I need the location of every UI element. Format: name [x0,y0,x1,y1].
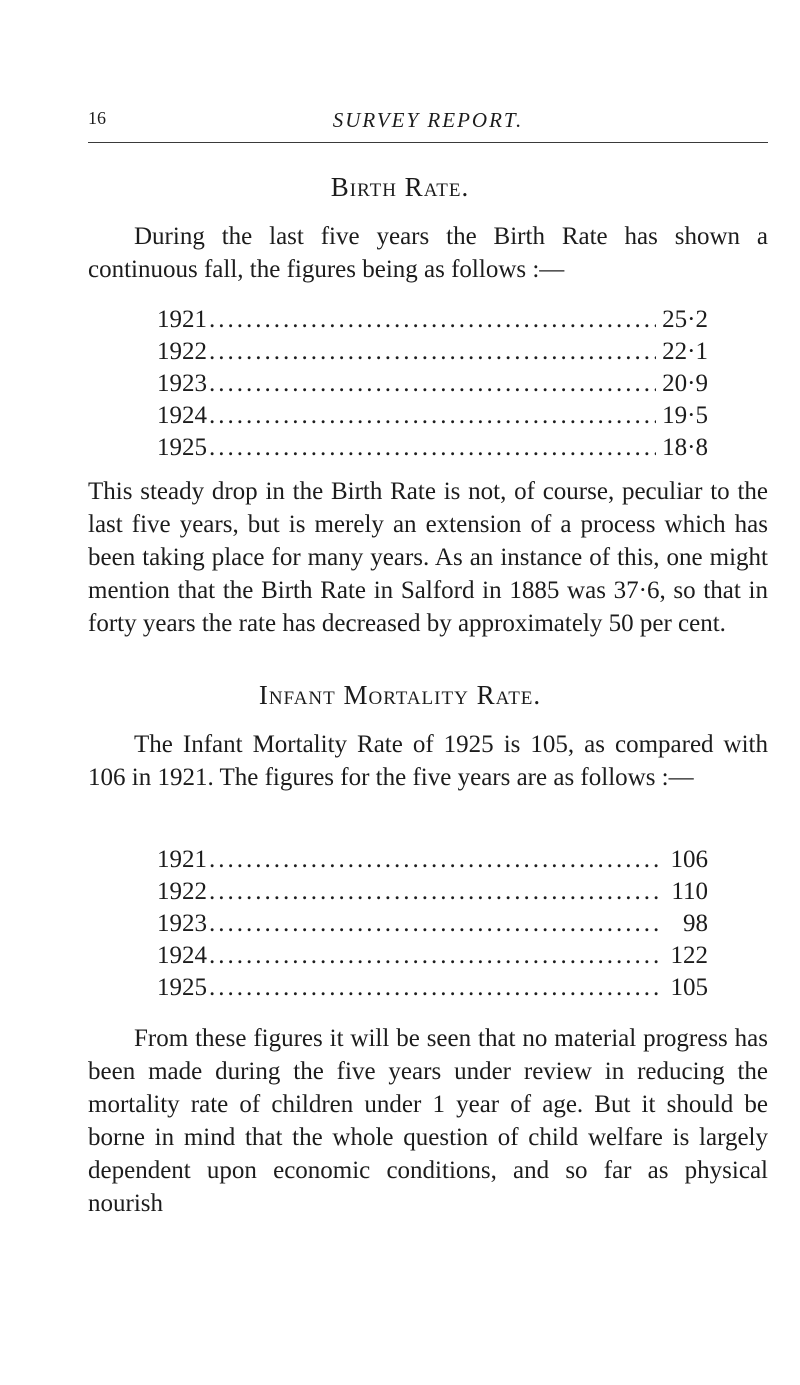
table-row [157,306,708,338]
infant-mortality-table [157,846,708,1006]
row-value: 25·2 [662,306,708,333]
dot-leader [209,942,662,970]
row-year: 1925 [157,974,207,1001]
row-year: 1923 [157,370,207,397]
dot-leader [209,402,656,430]
row-year: 1924 [157,942,207,969]
table-row [157,402,708,434]
infant-mortality-discussion [88,1022,768,1220]
table-row [157,910,708,942]
row-year: 1921 [157,846,207,873]
table-row [157,942,708,974]
header-rule [88,142,768,143]
row-value: 19·5 [662,402,708,429]
row-year: 1925 [157,434,207,461]
dot-leader [209,306,656,334]
birth-rate-intro [88,220,768,286]
row-value: 18·8 [662,434,708,461]
page-header [88,108,768,140]
row-value: 122 [670,942,708,969]
table-row [157,434,708,466]
row-value: 105 [670,974,708,1001]
row-value: 20·9 [662,370,708,397]
dot-leader [209,370,656,398]
table-row [157,974,708,1006]
table-row [157,846,708,878]
birth-rate-heading: Birth Rate. [330,172,470,202]
row-year: 1922 [157,338,207,365]
dot-leader [209,846,662,874]
row-value: 110 [671,878,708,905]
row-value: 106 [670,846,708,873]
row-value: 22·1 [662,338,708,365]
dot-leader [209,910,662,938]
dot-leader [209,974,662,1002]
birth-rate-discussion-text: This steady drop in the Birth Rate is not, of course, peculiar to the last five years, but is merely an extension of a process which has been taking place for many years. As an instance of this, one might mention that the Birth Rate in Salford in 1885 was 37·6, so that in forty years the rate has decreased by approximately 50 per cent. [88,478,768,637]
birth-rate-discussion [88,475,768,640]
table-row [157,370,708,402]
row-year: 1924 [157,402,207,429]
table-row [157,338,708,370]
infant-mortality-discussion-text: From these figures it will be seen that no material progress has been made during the five years under review in reducing the mortality rate of children under 1 year of age. But it should be borne in mind that the whole question of child welfare is largely dependent upon economic conditions, and so far as physical nourish [88,1025,768,1217]
row-value: 98 [683,910,708,937]
dot-leader [209,434,656,462]
birth-rate-intro-text: During the last five years the Birth Rate has shown a continuous fall, the figures being as follows :— [88,223,768,283]
infant-mortality-intro [88,728,768,794]
infant-mortality-intro-text: The Infant Mortality Rate of 1925 is 105, as compared with 106 in 1921. The figures for the five years are as follows :— [88,731,768,791]
dot-leader [209,878,662,906]
table-row [157,878,708,910]
row-year: 1923 [157,910,207,937]
row-year: 1921 [157,306,207,333]
running-title: SURVEY REPORT. [332,108,524,132]
dot-leader [209,338,656,366]
row-year: 1922 [157,878,207,905]
page-number: 16 [88,108,106,128]
birth-rate-table [157,306,708,466]
infant-mortality-heading: Infant Mortality Rate. [258,680,542,710]
